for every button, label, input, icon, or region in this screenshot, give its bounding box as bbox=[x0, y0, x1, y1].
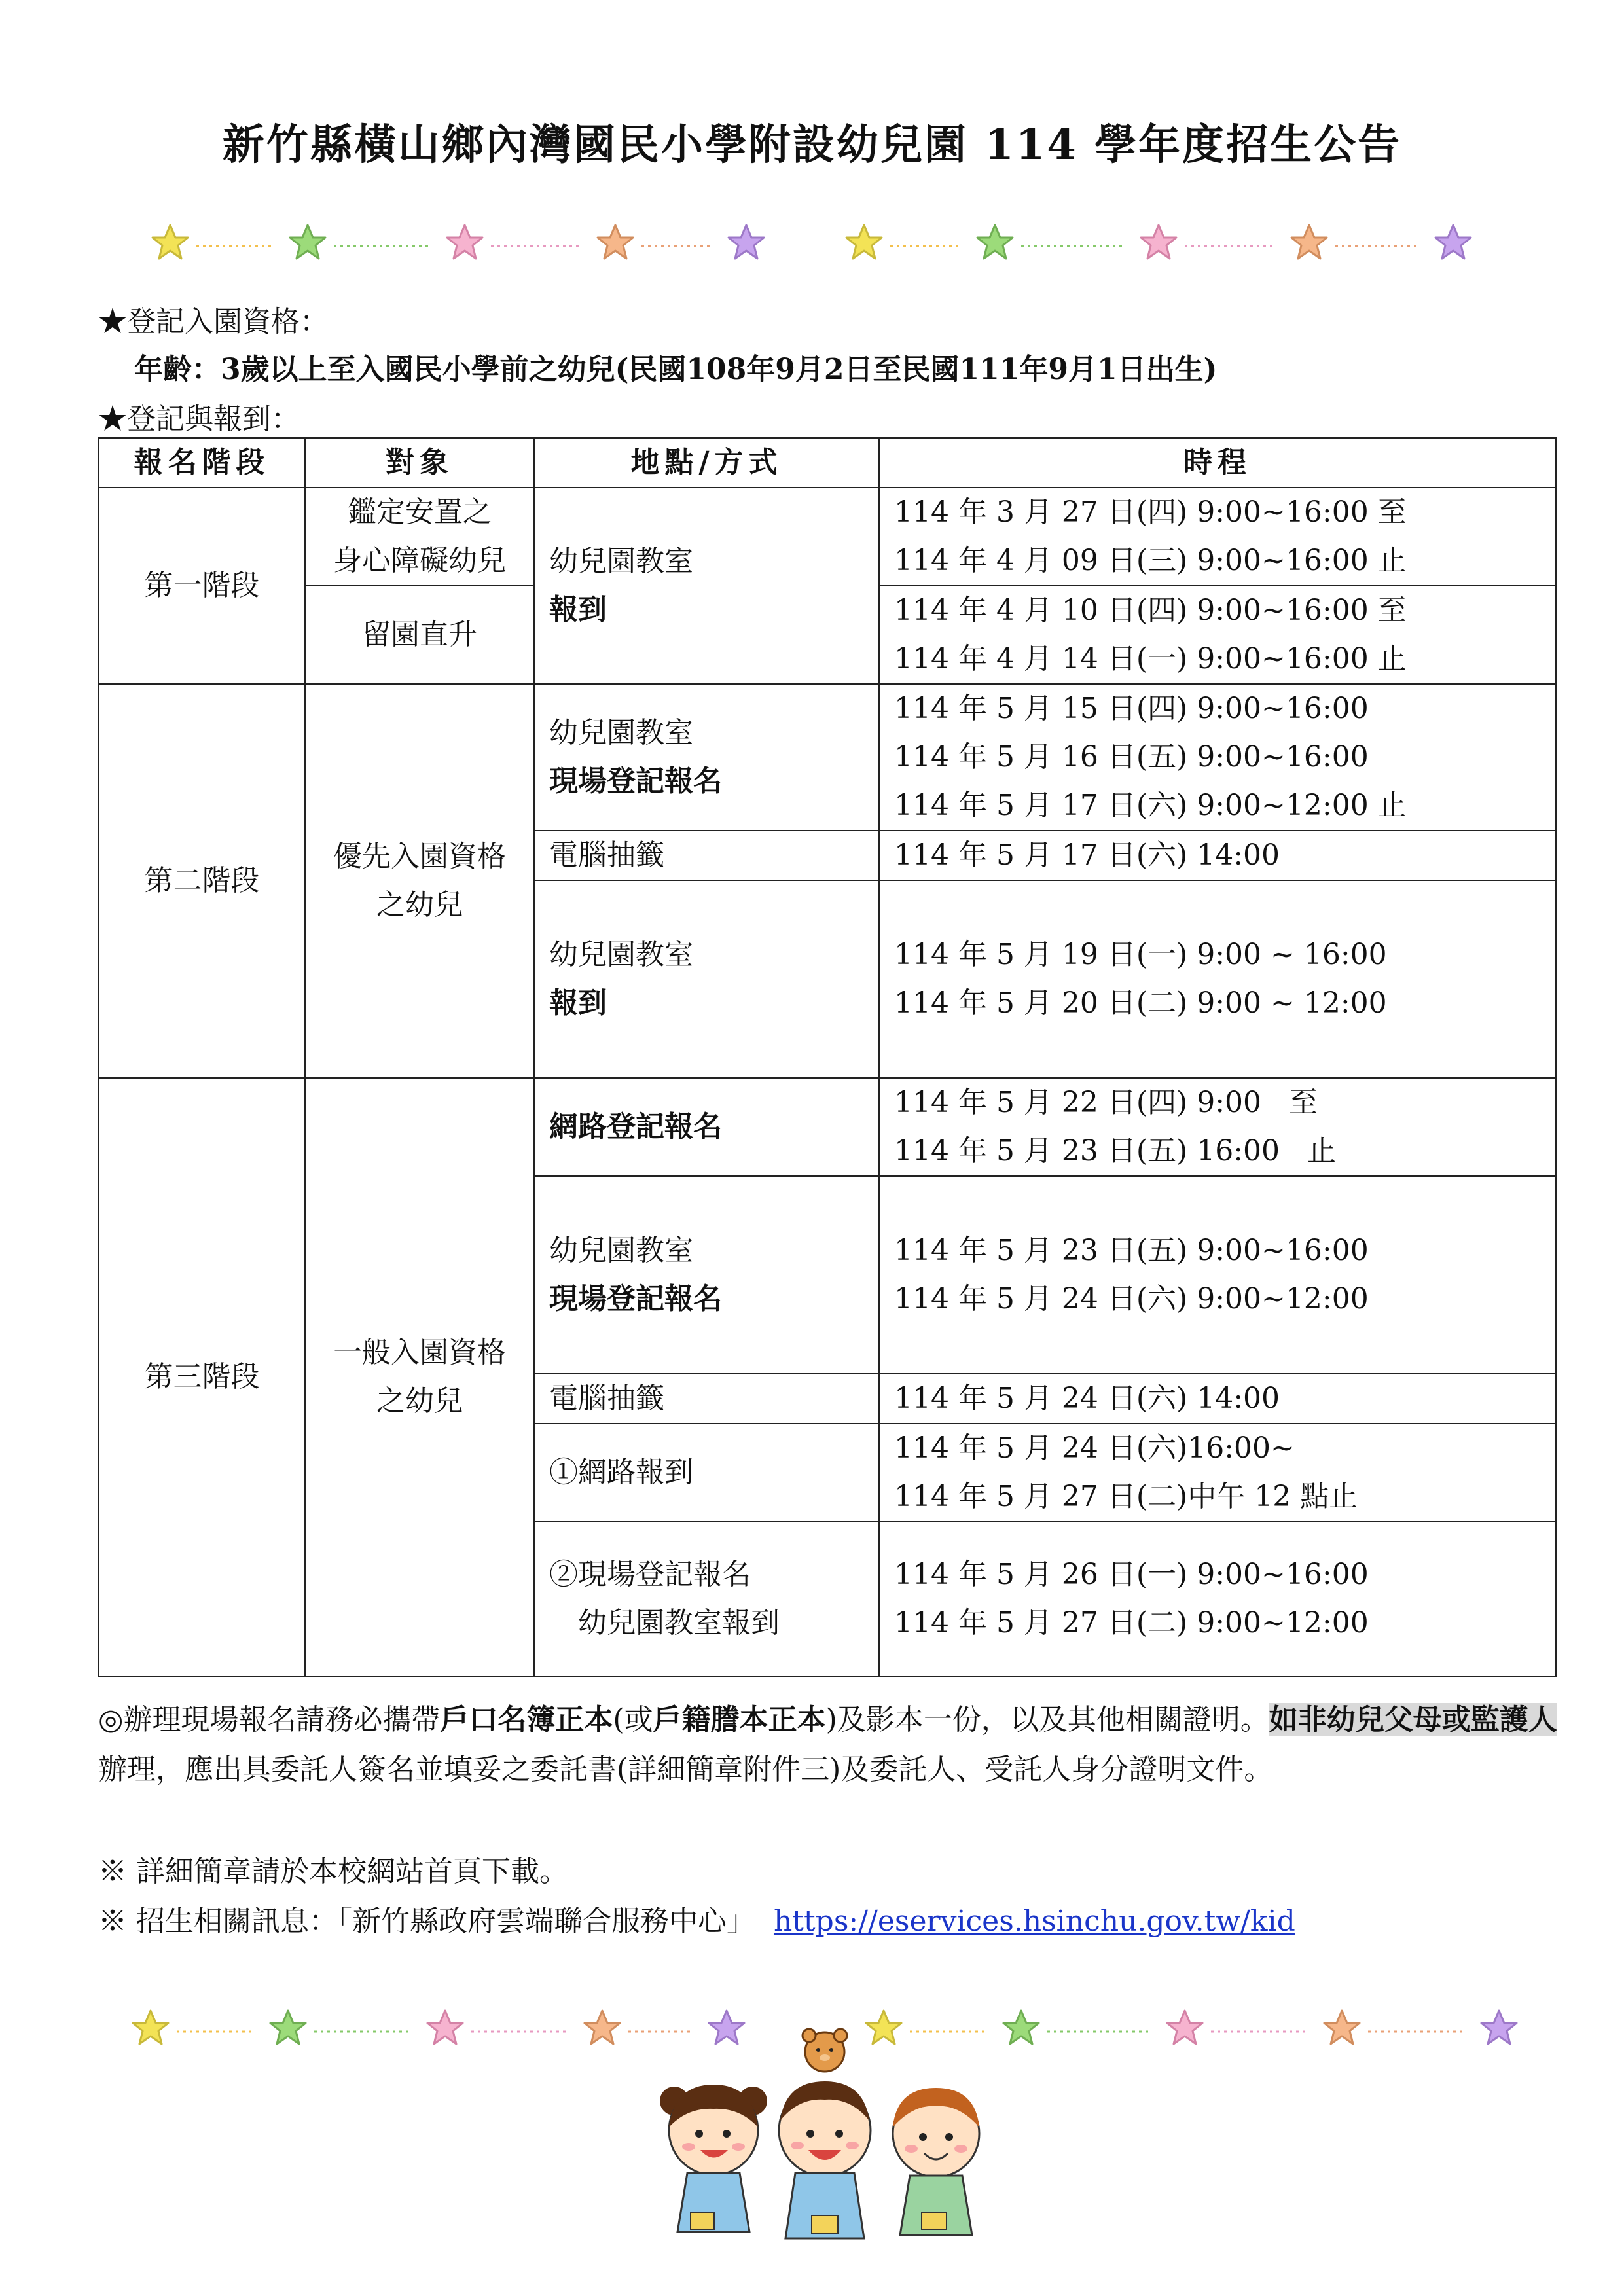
note-text: 辦理，應出具委託人簽名並填妥之委託書(詳細簡章附件三)及委託人、受託人身分證明文件。 bbox=[98, 1753, 1273, 1786]
eligibility-heading: ★登記入園資格： bbox=[98, 305, 329, 338]
cell-line bbox=[549, 1599, 864, 1647]
cell-line: 現場登記報名 bbox=[549, 1282, 722, 1316]
star-icon bbox=[133, 2011, 168, 2044]
cell-line: 114 年 5 月 23 日(五) 9:00~16:00 bbox=[894, 1234, 1369, 1267]
header-time: 時程 bbox=[879, 438, 1556, 488]
info-label: ※ 招生相關訊息：「新竹縣政府雲端聯合服務中心」 bbox=[98, 1905, 755, 1938]
stage2-target bbox=[305, 684, 534, 1078]
cell-line: 報到 bbox=[549, 593, 607, 626]
stage1-time-b bbox=[879, 586, 1556, 684]
star-icon bbox=[270, 2011, 306, 2044]
header-target: 對象 bbox=[305, 438, 534, 488]
stage3-target bbox=[305, 1078, 534, 1676]
note-highlight: 如非幼兒父母或監護人 bbox=[1269, 1703, 1557, 1736]
star-icon bbox=[1481, 2011, 1517, 2044]
stage3-time-2 bbox=[879, 1176, 1556, 1374]
note-bold: 戶籍謄本正本 bbox=[653, 1703, 826, 1736]
star-border-top bbox=[144, 217, 1486, 270]
stage3-time-5 bbox=[879, 1522, 1556, 1676]
stage3-label: 第三階段 bbox=[99, 1078, 305, 1676]
stage3-place-5 bbox=[534, 1522, 879, 1676]
cell-line: 114 年 5 月 26 日(一) 9:00~16:00 bbox=[894, 1558, 1369, 1591]
cell-line: 幼兒園教室 bbox=[549, 716, 693, 749]
cell-line: 114 年 4 月 14 日(一) 9:00~16:00 止 bbox=[894, 642, 1407, 675]
note-text: ◎辦理現場報名請務必攜帶 bbox=[98, 1703, 441, 1736]
star-icon bbox=[153, 225, 188, 259]
star-icon bbox=[1324, 2011, 1360, 2044]
stage3-time-1 bbox=[879, 1078, 1556, 1176]
star-icon bbox=[846, 225, 882, 259]
cell-line: 114 年 4 月 09 日(三) 9:00~16:00 止 bbox=[894, 544, 1407, 577]
table-row bbox=[99, 1078, 1556, 1176]
table-header-row bbox=[99, 438, 1556, 488]
star-icon bbox=[1435, 225, 1471, 259]
cell-line: 114 年 4 月 10 日(四) 9:00~16:00 至 bbox=[894, 594, 1407, 627]
stage3-place-3: 電腦抽籤 bbox=[534, 1374, 879, 1424]
registration-heading: ★登記與報到： bbox=[98, 403, 300, 436]
info-link[interactable]: https://eservices.hsinchu.gov.tw/kid bbox=[773, 1905, 1295, 1938]
table-row bbox=[99, 488, 1556, 586]
stage2-place-1 bbox=[534, 684, 879, 831]
cell-line: 114 年 5 月 22 日(四) 9:00 至 bbox=[894, 1086, 1318, 1119]
cell-line: 幼兒園教室 bbox=[549, 938, 693, 971]
cell-line: 之幼兒 bbox=[376, 888, 463, 922]
stage2-time-2: 114 年 5 月 17 日(六) 14:00 bbox=[879, 831, 1556, 880]
stage1-time-a bbox=[879, 488, 1556, 586]
table-row bbox=[99, 684, 1556, 831]
star-icon bbox=[1167, 2011, 1202, 2044]
star-icon bbox=[729, 225, 764, 259]
cell-line: 114 年 5 月 27 日(二)中午 12 點止 bbox=[894, 1480, 1358, 1513]
stage1-label: 第一階段 bbox=[99, 488, 305, 684]
schedule-table bbox=[98, 437, 1557, 1677]
stage3-time-3: 114 年 5 月 24 日(六) 14:00 bbox=[879, 1374, 1556, 1424]
stage2-place-3 bbox=[534, 880, 879, 1078]
stage1-place bbox=[534, 488, 879, 684]
header-place: 地點/方式 bbox=[534, 438, 879, 488]
stage2-time-3 bbox=[879, 880, 1556, 1078]
cell-line: 114 年 5 月 24 日(六)16:00~ bbox=[894, 1431, 1295, 1465]
note-text: )及影本一份，以及其他相關證明。 bbox=[825, 1703, 1269, 1736]
stage1-target-b: 留園直升 bbox=[305, 586, 534, 684]
star-icon bbox=[1141, 225, 1176, 259]
cell-line: 114 年 5 月 24 日(六) 9:00~12:00 bbox=[894, 1282, 1369, 1316]
cell-line: 現場登記報名 bbox=[549, 764, 722, 798]
cell-line: 114 年 3 月 27 日(四) 9:00~16:00 至 bbox=[894, 495, 1407, 529]
star-icon bbox=[1291, 225, 1327, 259]
info-note bbox=[98, 1897, 1571, 1946]
star-icon bbox=[290, 225, 325, 259]
cell-line: 114 年 5 月 20 日(二) 9:00 ~ 12:00 bbox=[894, 986, 1387, 1020]
cell-line: 114 年 5 月 19 日(一) 9:00 ~ 16:00 bbox=[894, 938, 1387, 971]
place-text: 幼兒園教室報到 bbox=[578, 1606, 780, 1640]
cell-line: 優先入園資格 bbox=[333, 840, 506, 873]
notice-paragraph bbox=[98, 1695, 1571, 1795]
star-icon bbox=[598, 225, 633, 259]
star-icon bbox=[427, 2011, 463, 2044]
stage1-target-a bbox=[305, 488, 534, 586]
eligibility-text: 年齡：3歲以上至入國民小學前之幼兒(民國108年9月2日至民國111年9月1日出生) bbox=[134, 353, 1218, 386]
stage2-place-2: 電腦抽籤 bbox=[534, 831, 879, 880]
cell-line: 114 年 5 月 15 日(四) 9:00~16:00 bbox=[894, 692, 1369, 725]
cell-line: 114 年 5 月 17 日(六) 9:00~12:00 止 bbox=[894, 789, 1407, 822]
note-text: (或 bbox=[613, 1703, 653, 1736]
cell-line: 一般入園資格 bbox=[333, 1336, 506, 1369]
cell-line: ②現場登記報名 bbox=[549, 1558, 751, 1591]
cell-line: 114 年 5 月 23 日(五) 16:00 止 bbox=[894, 1134, 1336, 1168]
cell-line: 幼兒園教室 bbox=[549, 545, 693, 578]
cell-line: 身心障礙幼兒 bbox=[333, 544, 506, 577]
kid-boy-icon bbox=[893, 2088, 979, 2235]
header-stage: 報名階段 bbox=[99, 438, 305, 488]
star-icon bbox=[447, 225, 482, 259]
stage3-place-1: 網路登記報名 bbox=[534, 1078, 879, 1176]
kid-boy-icon bbox=[779, 2081, 871, 2238]
stage2-time-1 bbox=[879, 684, 1556, 831]
cell-line: 114 年 5 月 27 日(二) 9:00~12:00 bbox=[894, 1606, 1369, 1640]
cell-line: 之幼兒 bbox=[376, 1384, 463, 1418]
cell-line: 報到 bbox=[549, 986, 607, 1020]
page-title: 新竹縣橫山鄉內灣國民小學附設幼兒園 114 學年度招生公告 bbox=[222, 120, 1402, 170]
kid-girl-icon bbox=[660, 2085, 767, 2232]
stage3-time-4 bbox=[879, 1424, 1556, 1522]
bear-icon bbox=[803, 2029, 847, 2072]
cell-line: 幼兒園教室 bbox=[549, 1234, 693, 1267]
star-icon bbox=[977, 225, 1013, 259]
star-icon bbox=[585, 2011, 620, 2044]
note-bold: 戶口名簿正本 bbox=[440, 1703, 613, 1736]
cell-line: 114 年 5 月 16 日(五) 9:00~16:00 bbox=[894, 740, 1369, 774]
stage3-place-2 bbox=[534, 1176, 879, 1374]
stage3-place-4: ①網路報到 bbox=[534, 1424, 879, 1522]
kids-illustration bbox=[628, 2016, 1021, 2278]
download-note: ※ 詳細簡章請於本校網站首頁下載。 bbox=[98, 1855, 568, 1888]
cell-line: 鑑定安置之 bbox=[348, 495, 492, 529]
stage2-label: 第二階段 bbox=[99, 684, 305, 1078]
